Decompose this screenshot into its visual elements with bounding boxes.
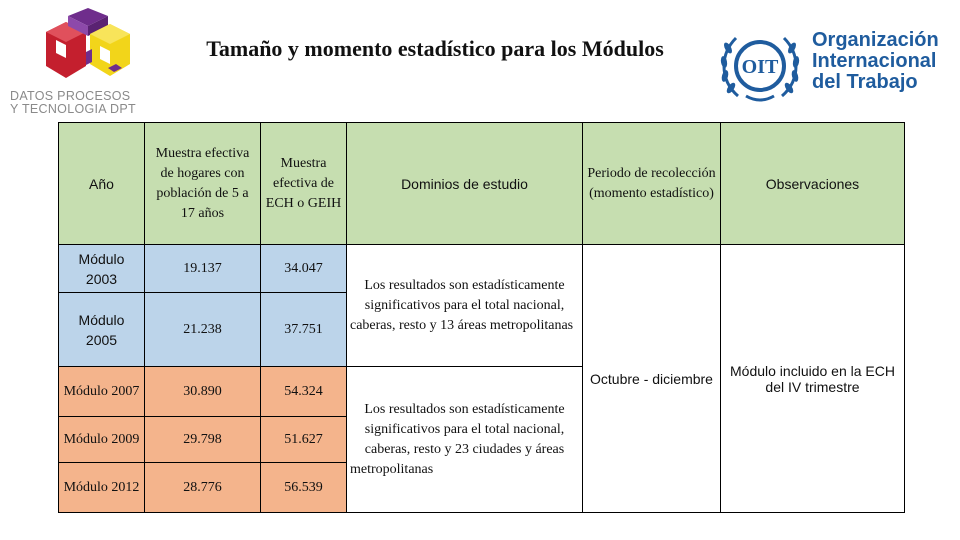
oit-org-name: Organización Internacional del Trabajo: [812, 29, 939, 93]
period-cell: Octubre - diciembre: [583, 245, 721, 513]
page-title: Tamaño y momento estadístico para los Módulos: [206, 36, 664, 61]
households-cell: 30.890: [145, 367, 261, 417]
header-domains: Dominios de estudio: [347, 123, 583, 245]
year-cell: Módulo 2005: [59, 293, 145, 367]
households-cell: 28.776: [145, 463, 261, 513]
ech-cell: 56.539: [261, 463, 347, 513]
dpt-logo-text: DATOS PROCESOS Y TECNOLOGIA DPT: [10, 89, 136, 116]
ech-cell: 54.324: [261, 367, 347, 417]
header-period: Periodo de recolección (momento estadístico): [583, 123, 721, 245]
domains-cell: Los resultados son estadísticamente significativos para el total nacional, caberas, resto y 23 ciudades y áreas metropolitanas: [347, 367, 583, 513]
year-cell: Módulo 2007: [59, 367, 145, 417]
households-cell: 29.798: [145, 417, 261, 463]
oit-logo: [716, 22, 946, 112]
modules-table: [58, 122, 905, 513]
table-row: [59, 245, 905, 293]
header-sample-households: Muestra efectiva de hogares con población de 5 a 17 años: [145, 123, 261, 245]
households-cell: 21.238: [145, 293, 261, 367]
dpt-cube-icon: [42, 6, 134, 88]
year-cell: Módulo 2009: [59, 417, 145, 463]
ech-cell: 34.047: [261, 245, 347, 293]
svg-text:OIT: OIT: [741, 56, 779, 78]
domains-cell: Los resultados son estadísticamente significativos para el total nacional, caberas, resto y 13 áreas metropolitanas: [347, 245, 583, 367]
oit-emblem-icon: [716, 26, 804, 106]
year-cell: Módulo 2012: [59, 463, 145, 513]
table-header-row: [59, 123, 905, 245]
header-observations: Observaciones: [721, 123, 905, 245]
ech-cell: 51.627: [261, 417, 347, 463]
dpt-logo: [4, 4, 162, 120]
observations-cell: Módulo incluido en la ECH del IV trimestre: [721, 245, 905, 513]
year-cell: Módulo 2003: [59, 245, 145, 293]
header-sample-ech: Muestra efectiva de ECH o GEIH: [261, 123, 347, 245]
ech-cell: 37.751: [261, 293, 347, 367]
header-year: Año: [59, 123, 145, 245]
households-cell: 19.137: [145, 245, 261, 293]
